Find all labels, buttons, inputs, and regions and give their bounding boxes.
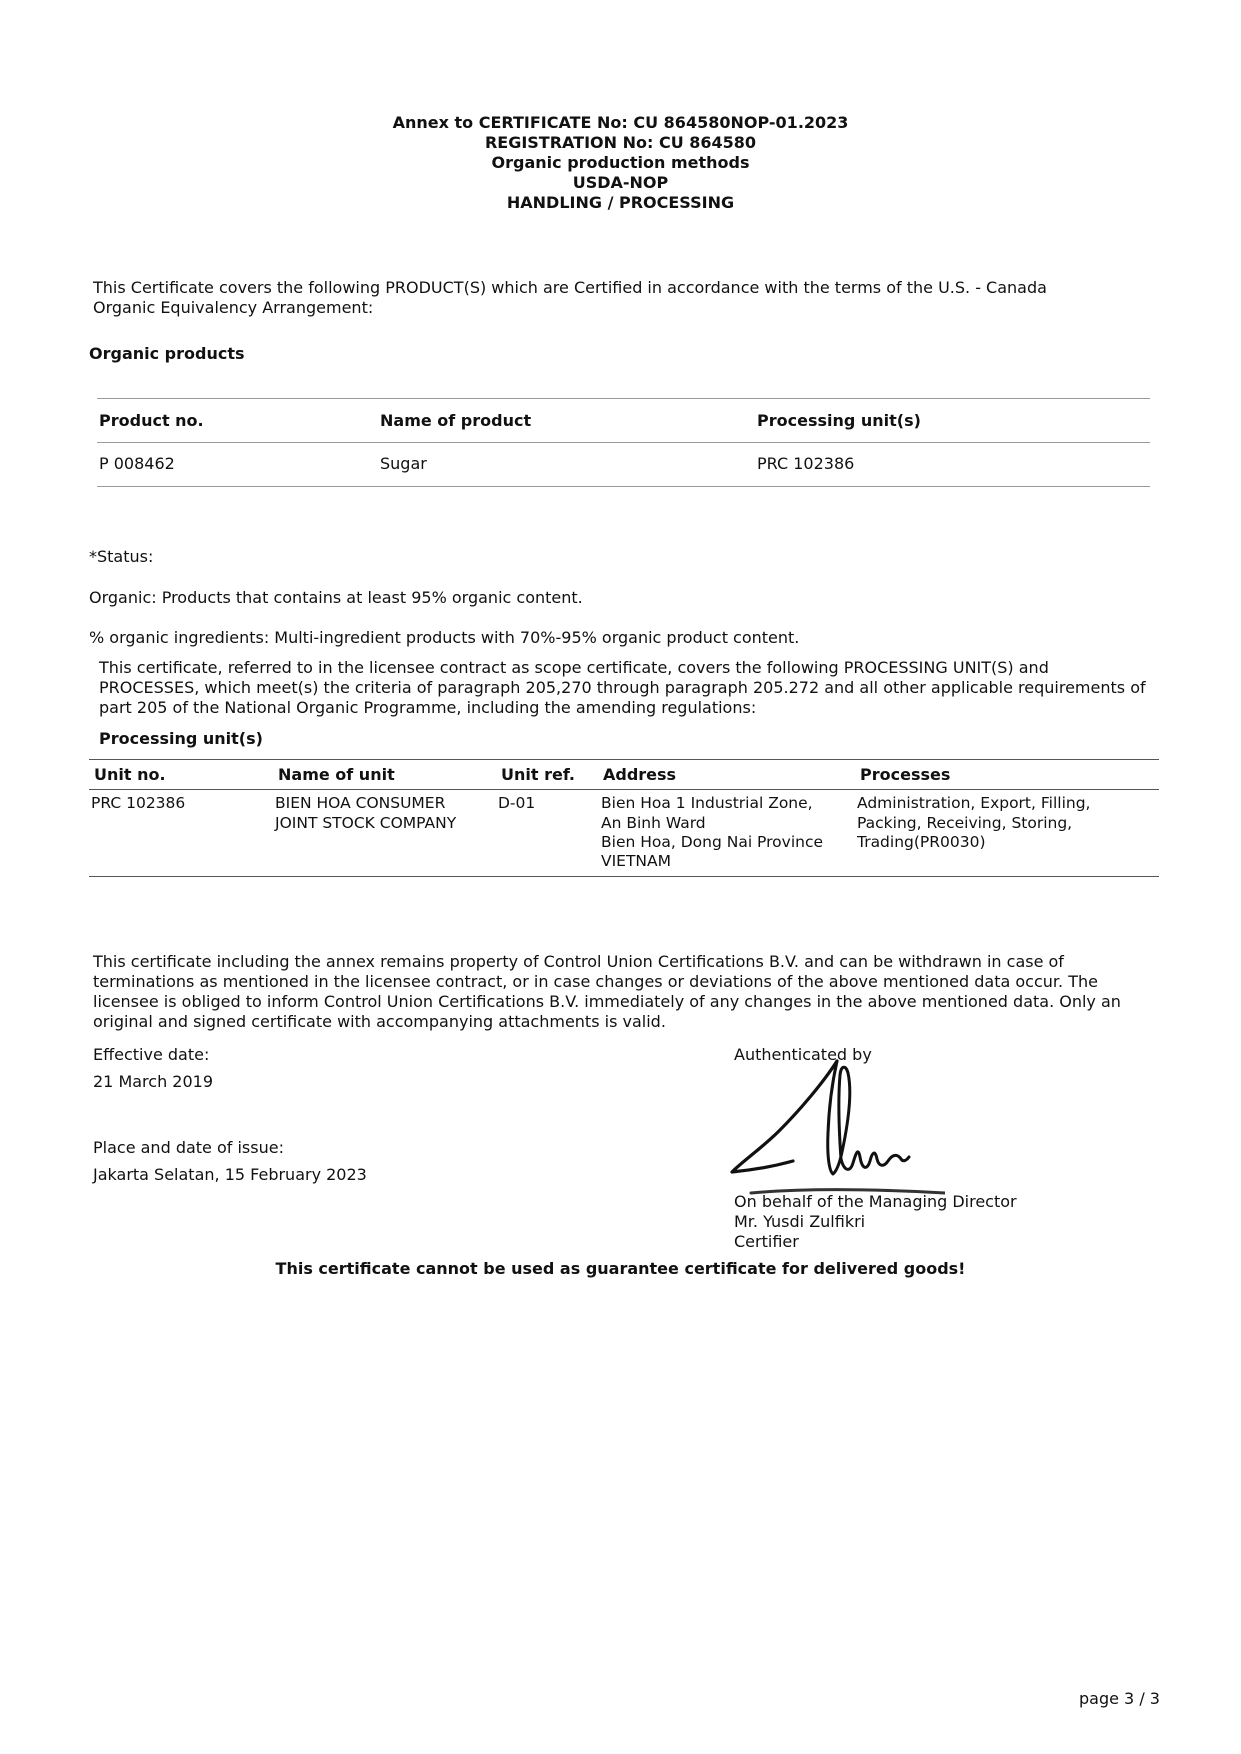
unit-no-cell: PRC 102386 (91, 794, 186, 812)
column-header-unit-no: Unit no. (94, 765, 166, 784)
header-rule (89, 789, 1159, 790)
column-header-processes: Processes (860, 765, 951, 784)
standard-name: USDA-NOP (572, 173, 669, 192)
status-percent-organic: % organic ingredients: Multi-ingredient products with 70%-95% organic product content. (89, 628, 800, 647)
disclaimer: This certificate cannot be used as guarantee certificate for delivered goods! (275, 1259, 966, 1278)
processes-cell: Administration, Export, Filling, Packing, Receiving, Storing, Trading(PR0030) (857, 794, 1091, 851)
column-header-unit-name: Name of unit (278, 765, 395, 784)
registration-number: REGISTRATION No: CU 864580 (484, 133, 757, 152)
processing-unit-cell: PRC 102386 (757, 454, 855, 473)
document-header (0, 113, 1241, 213)
certifier-role: Certifier (734, 1232, 799, 1251)
product-no-cell: P 008462 (99, 454, 175, 473)
column-header-address: Address (603, 765, 677, 784)
table-top-rule (89, 759, 1159, 760)
effective-date-label: Effective date: (93, 1045, 210, 1064)
table-bottom-rule (89, 876, 1159, 877)
column-header-processing-unit: Processing unit(s) (757, 411, 921, 430)
organic-products-heading: Organic products (89, 344, 245, 363)
effective-date-value: 21 March 2019 (93, 1072, 214, 1091)
issue-value: Jakarta Selatan, 15 February 2023 (93, 1165, 367, 1184)
status-label: *Status: (89, 547, 154, 566)
property-text: This certificate including the annex remains property of Control Union Certifications B.V. and can be withdrawn in case of terminations as mentioned in the licensee contract, or in case changes or deviations of the above mentioned data occur. The licensee is obliged to inform Control Union Certifications B.V. immediately of any changes in the above mentioned data. Only an original and signed certificate with accompanying attachments is valid. (93, 952, 1121, 1031)
page-number: page 3 / 3 (1079, 1689, 1160, 1708)
scope-text: This certificate, referred to in the licensee contract as scope certificate, covers the following PROCESSING UNIT(S) and PROCESSES, which meet(s) the criteria of paragraph 205,270 through paragraph 205.272 and all other applicable requirements of part 205 of the National Organic Programme, including the amending regulations: (99, 658, 1146, 717)
table-bottom-rule (97, 486, 1150, 487)
scope-category: HANDLING / PROCESSING (506, 193, 735, 212)
column-header-product-name: Name of product (380, 411, 532, 430)
header-rule (97, 442, 1150, 443)
address-line-3: VIETNAM (601, 852, 672, 870)
authenticated-by-label: Authenticated by (734, 1045, 872, 1064)
behalf-text: On behalf of the Managing Director (734, 1192, 1017, 1211)
status-organic: Organic: Products that contains at least 95% organic content. (89, 588, 583, 607)
table-top-rule (97, 398, 1150, 399)
issue-label: Place and date of issue: (93, 1138, 284, 1157)
certificate-number: Annex to CERTIFICATE No: CU 864580NOP-01.2023 (392, 113, 849, 132)
unit-ref-cell: D-01 (498, 794, 536, 812)
certifier-name: Mr. Yusdi Zulfikri (734, 1212, 866, 1231)
address-line-1: Bien Hoa 1 Industrial Zone, An Binh Ward (601, 794, 813, 832)
intro-text: This Certificate covers the following PRODUCT(S) which are Certified in accordance with the terms of the U.S. - Canada Organic Equivalency Arrangement: (93, 278, 1047, 317)
unit-name-cell: BIEN HOA CONSUMER JOINT STOCK COMPANY (275, 794, 457, 832)
column-header-product-no: Product no. (99, 411, 204, 430)
processing-units-heading: Processing unit(s) (99, 729, 263, 748)
product-name-cell: Sugar (380, 454, 427, 473)
column-header-unit-ref: Unit ref. (501, 765, 575, 784)
address-line-2: Bien Hoa, Dong Nai Province (601, 833, 824, 851)
production-methods: Organic production methods (491, 153, 750, 172)
signature (725, 1055, 945, 1195)
